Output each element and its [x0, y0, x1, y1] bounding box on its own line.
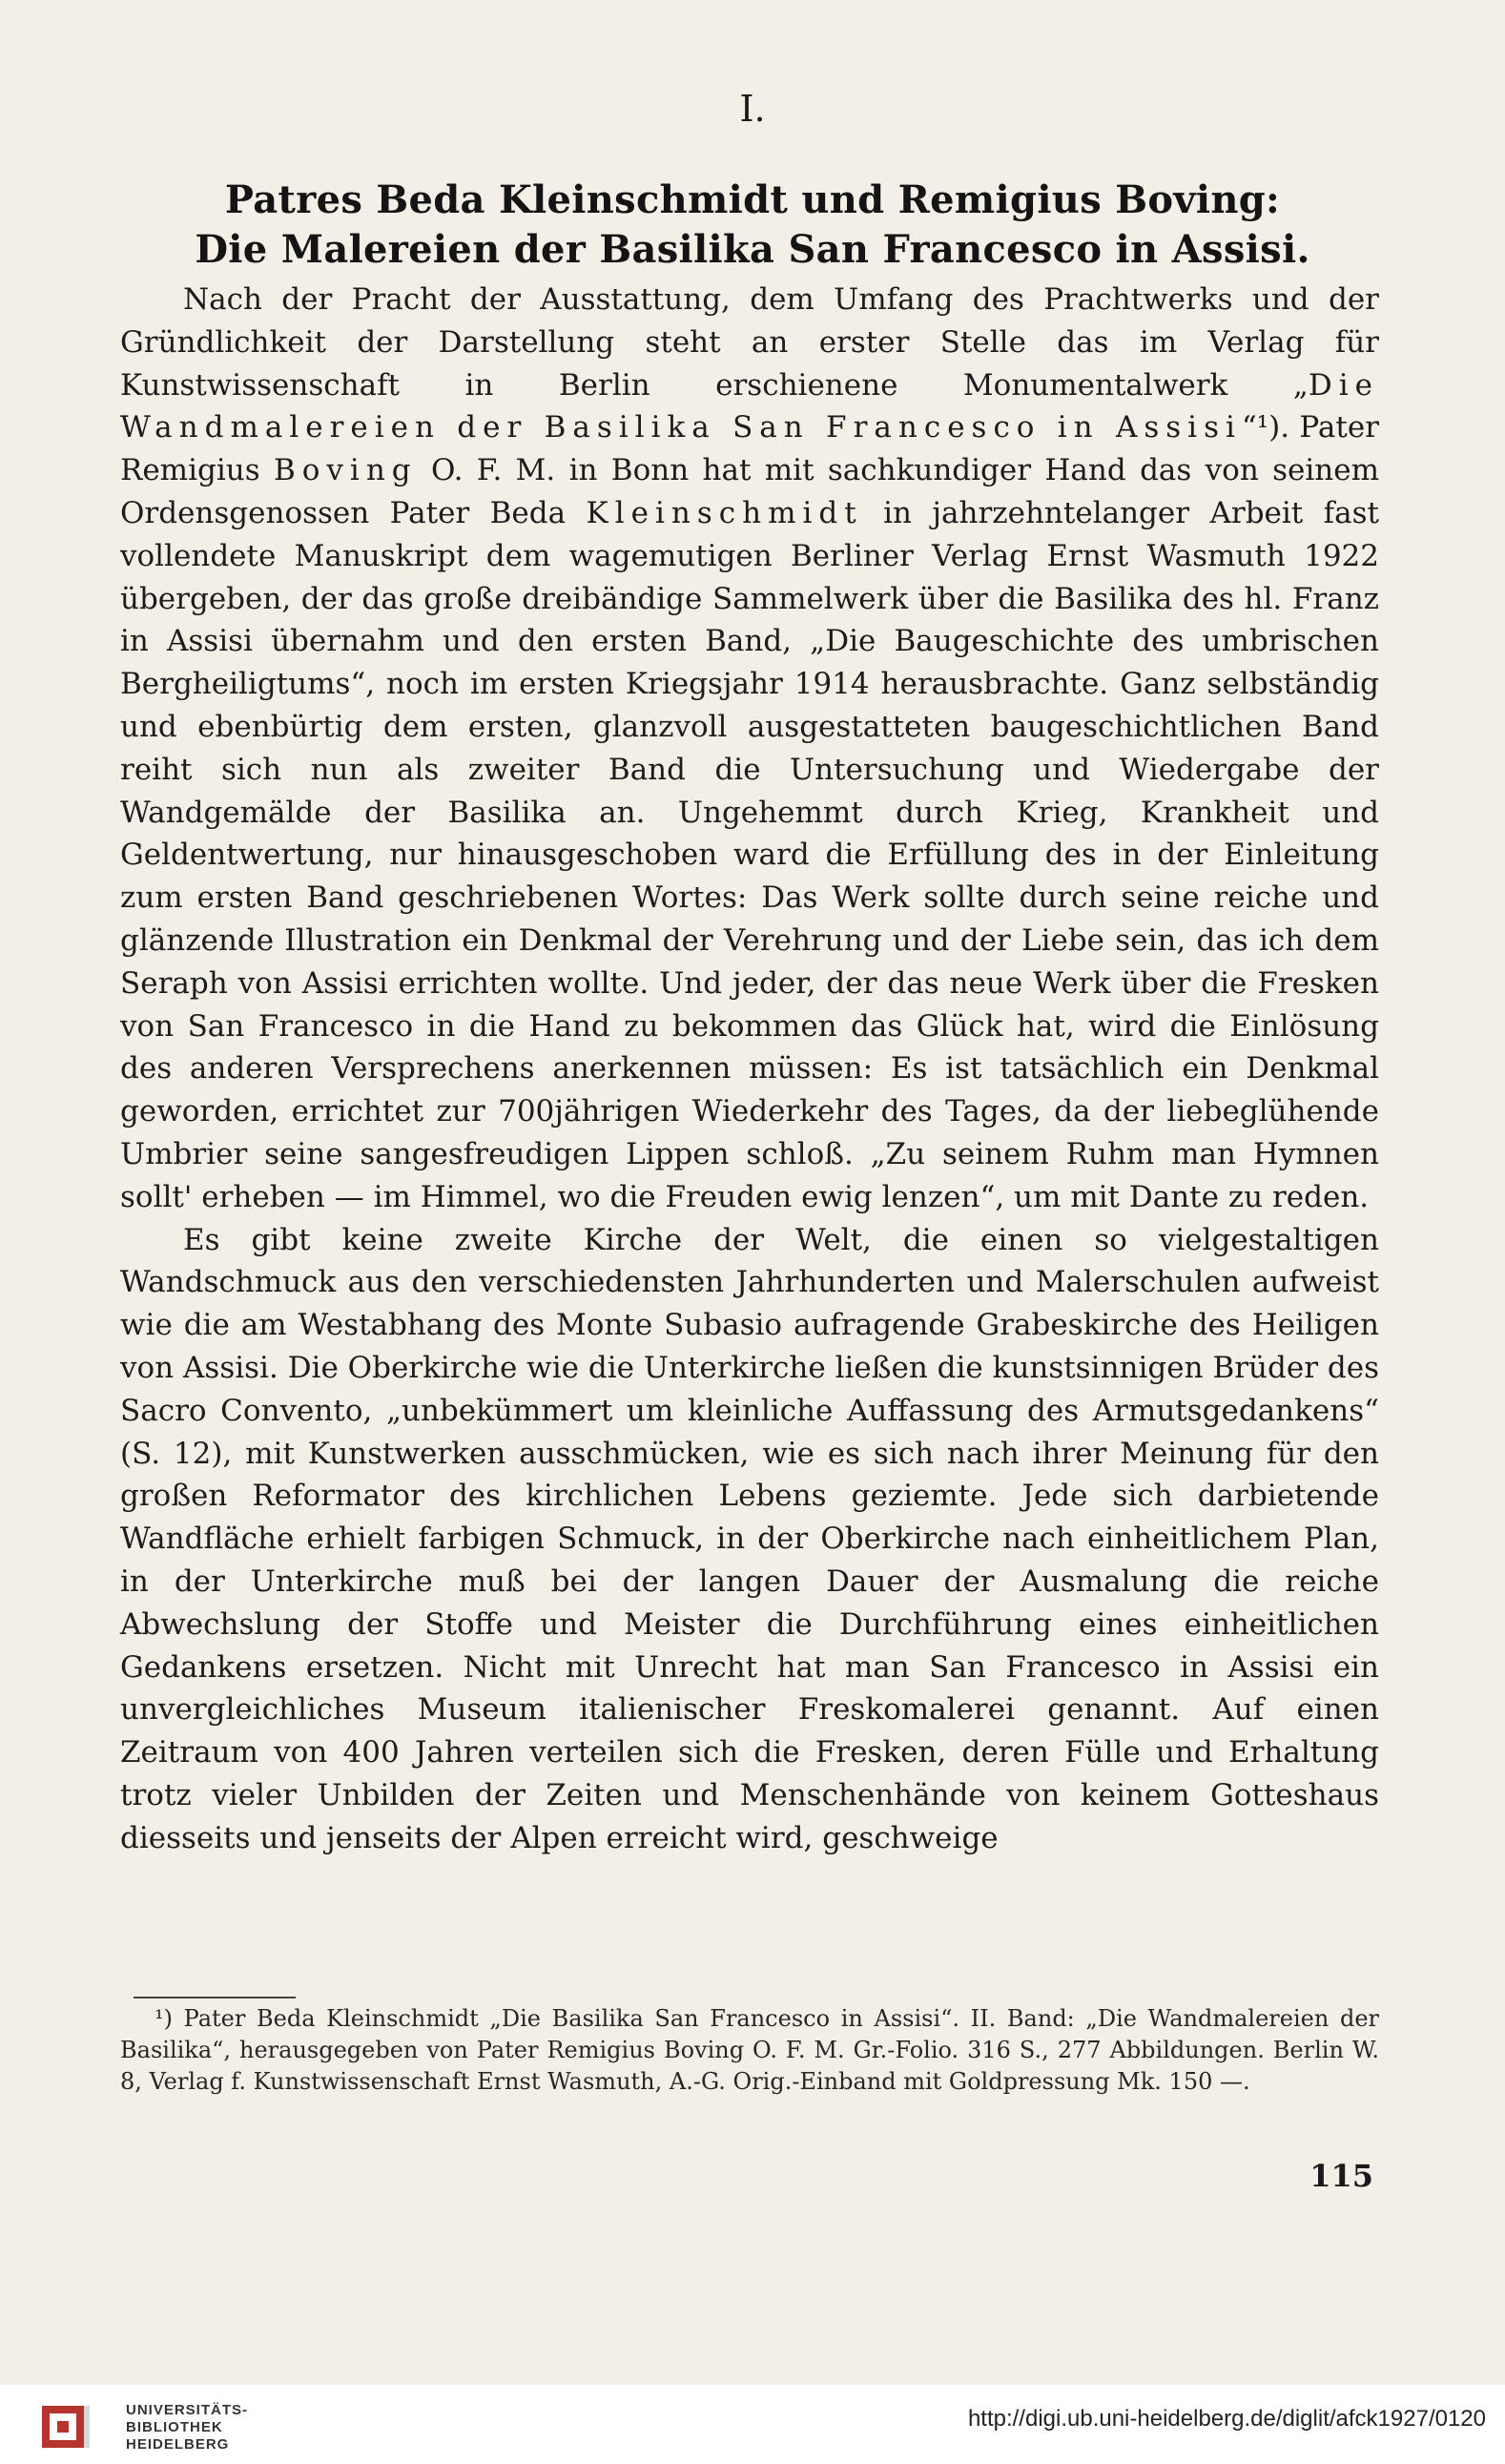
footnote-text: ¹) Pater Beda Kleinschmidt „Die Basilika San Francesco in Assisi“. II. Band: „Die Wandmalereien der Basilika“, herausgegeben von Pater Remigius Boving O. F. M. Gr.-Folio. 316 S., 277 Abbildungen. Berlin W. 8, Verlag f. Kunstwissenschaft Ernst Wasmuth, A.-G. Orig.-Einband mit Goldpressung Mk. 150 —. — [120, 2005, 1379, 2095]
page-url[interactable]: http://digi.ub.uni-heidelberg.de/diglit/afck1927/0120 — [967, 2406, 1486, 2432]
p1-text-b: “¹). Pater Remigius — [120, 410, 1379, 488]
spaced-book-title: Die Wandmalereien der Basilika San Francesco in Assisi — [120, 367, 1379, 445]
article-title-line1: Patres Beda Kleinschmidt und Remigius Boving: — [224, 177, 1281, 222]
p1-text-a: Nach der Pracht der Ausstattung, dem Umfang des Prachtwerks und der Gründlichkeit der Darstellung steht an erster Stelle das im Verlag für Kunstwissenschaft in Berlin erschienene Monumentalwerk „ — [120, 282, 1379, 403]
page-number: 115 — [1309, 2158, 1373, 2194]
footnote-rule — [134, 1997, 296, 1998]
paragraph-1 — [120, 279, 1379, 1219]
university-seal-icon — [38, 2400, 111, 2454]
paragraph-2: Es gibt keine zweite Kirche der Welt, die einen so vielgestaltigen Wandschmuck aus den verschiedensten Jahrhunderten und Malerschulen aufweist wie die am Westabhang des Monte Subasio aufragende Grabeskirche des Heiligen von Assisi. Die Oberkirche wie die Unterkirche ließen die kunstsinnigen Brüder des Sacro Convento, „unbekümmert um kleinliche Auffassung des Armutsgedankens“ (S. 12), mit Kunstwerken ausschmücken, wie es sich nach ihrer Meinung für den großen Reformator des kirchlichen Lebens geziemte. Jede sich darbietende Wandfläche erhielt farbigen Schmuck, in der Oberkirche nach einheitlichem Plan, in der Unterkirche muß bei der langen Dauer der Ausmalung die reiche Abwechslung der Stoffe und Meister die Durchführung eines einheitlichen Gedankens ersetzen. Nicht mit Unrecht hat man San Francesco in Assisi ein unvergleichliches Museum italienischer Freskomalerei genannt. Auf einen Zeitraum von 400 Jahren verteilen sich die Fresken, deren Fülle und Erhaltung trotz vieler Unbilden der Zeiten und Menschenhände von keinem Gotteshaus diesseits und jenseits der Alpen erreicht wird, geschweige — [120, 1222, 1379, 1855]
library-name-line2: BIBLIOTHEK — [126, 2419, 223, 2435]
article-title-line2: Die Malereien der Basilika San Francesco in Assisi. — [195, 227, 1310, 272]
section-number: I. — [739, 88, 766, 130]
library-name-line1: UNIVERSITÄTS- — [126, 2402, 249, 2418]
footnote — [120, 2003, 1379, 2098]
spaced-name-boving: Boving — [273, 453, 418, 488]
p1-text-d: in jahrzehntelanger Arbeit fast vollendete Manuskript dem wagemutigen Berliner Verlag Ernst Wasmuth 1922 übergeben, der das große dreibändige Sammelwerk über die Basilika des hl. Franz in Assisi übernahm und den ersten Band, „Die Baugeschichte des umbrischen Bergheiligtums“, noch im ersten Kriegsjahr 1914 herausbrachte. Ganz selbständig und ebenbürtig dem ersten, glanzvoll ausgestatteten baugeschichtlichen Band reiht sich nun als zweiter Band die Untersuchung und Wiedergabe der Wandgemälde der Basilika an. Ungehemmt durch Krieg, Krankheit und Geldentwertung, nur hinausgeschoben ward die Erfüllung des in der Einleitung zum ersten Band geschriebenen Wortes: Das Werk sollte durch seine reiche und glänzende Illustration ein Denkmal der Verehrung und der Liebe sein, das ich dem Seraph von Assisi errichten wollte. Und jeder, der das neue Werk über die Fresken von San Francesco in die Hand zu bekommen das Glück hat, wird die Einlösung des anderen Versprechens anerkennen müssen: Es ist tatsächlich ein Denkmal geworden, errichtet zur 700jährigen Wiederkehr des Tages, da der liebeglühende Umbrier seine sangesfreudigen Lippen schloß. „Zu seinem Ruhm man Hymnen sollt' erheben — im Himmel, wo die Freuden ewig lenzen“, um mit Dante zu reden. — [120, 495, 1379, 1214]
p1-text-c: O. F. M. in Bonn hat mit sachkundiger Hand das von seinem Ordensgenossen Pater Beda — [120, 453, 1379, 530]
article-body — [120, 279, 1379, 1859]
library-logo[interactable] — [38, 2400, 249, 2454]
library-footer — [0, 2385, 1505, 2464]
library-name-line3: HEIDELBERG — [126, 2436, 230, 2453]
library-name — [126, 2402, 248, 2454]
spaced-name-kleinschmidt: Kleinschmidt — [586, 495, 863, 530]
